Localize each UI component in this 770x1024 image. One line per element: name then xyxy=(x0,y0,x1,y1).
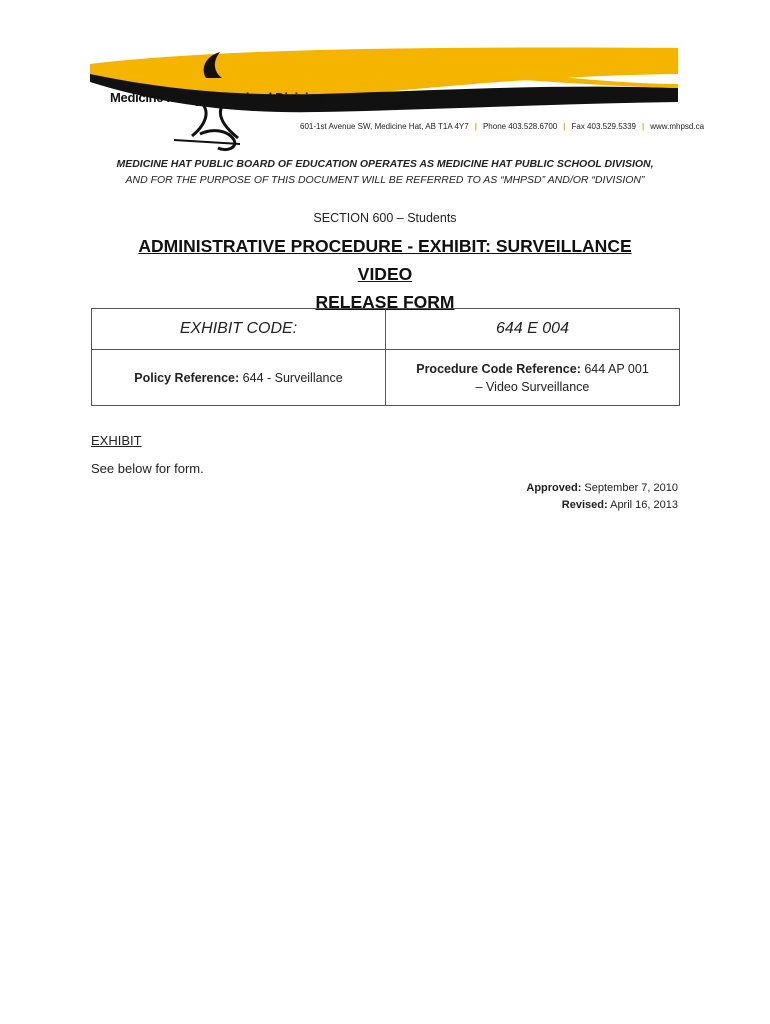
exhibit-code-label: EXHIBIT CODE: xyxy=(92,309,386,350)
approved-date: September 7, 2010 xyxy=(581,482,678,494)
phone-text: Phone 403.528.6700 xyxy=(482,122,558,131)
document-title-line-2: RELEASE FORM xyxy=(315,292,455,312)
document-title xyxy=(110,232,660,316)
exhibit-body: See below for form. xyxy=(91,461,204,476)
contact-line: 601-1st Avenue SW, Medicine Hat, AB T1A 4Y7 | Phone 403.528.6700 | Fax 403.529.5339 | www.mhpsd.ca xyxy=(300,122,705,131)
table-row xyxy=(92,350,680,406)
board-notice-line-2: AND FOR THE PURPOSE OF THIS DOCUMENT WILL BE REFERRED TO AS “MHPSD” AND/OR “DIVISION” xyxy=(125,174,645,186)
revised-label: Revised: xyxy=(561,499,608,511)
fax-text: Fax 403.529.5339 xyxy=(571,122,636,131)
procedure-reference-cell xyxy=(386,350,680,406)
approved-line xyxy=(526,480,678,497)
procedure-reference-value: 644 AP 001 xyxy=(580,362,649,376)
board-notice-line-1: MEDICINE HAT PUBLIC BOARD OF EDUCATION OPERATES AS MEDICINE HAT PUBLIC SCHOOL DIVISION, xyxy=(116,158,654,170)
policy-reference-label: Policy Reference: xyxy=(134,371,240,385)
table-row xyxy=(92,309,680,350)
exhibit-code-value: 644 E 004 xyxy=(386,309,680,350)
policy-reference-cell xyxy=(92,350,386,406)
revised-date: April 16, 2013 xyxy=(607,499,678,511)
codes-table xyxy=(91,308,680,406)
section-label: SECTION 600 – Students xyxy=(313,211,457,225)
website-link[interactable]: www.mhpsd.ca xyxy=(650,122,705,131)
exhibit-heading: EXHIBIT xyxy=(91,433,142,448)
approval-dates xyxy=(526,480,678,514)
address-text: 601-1st Avenue SW, Medicine Hat, AB T1A 4Y7 xyxy=(300,122,469,131)
revised-line xyxy=(526,497,678,514)
approved-label: Approved: xyxy=(526,482,582,494)
board-notice xyxy=(0,156,770,188)
document-title-line-1: ADMINISTRATIVE PROCEDURE - EXHIBIT: SURVEILLANCE VIDEO xyxy=(138,236,632,284)
policy-reference-value: 644 - Surveillance xyxy=(239,371,343,385)
procedure-reference-label: Procedure Code Reference: xyxy=(416,362,581,376)
procedure-reference-value-continued: – Video Surveillance xyxy=(475,380,590,394)
org-name: Medicine Hat Public School Division xyxy=(110,90,324,105)
